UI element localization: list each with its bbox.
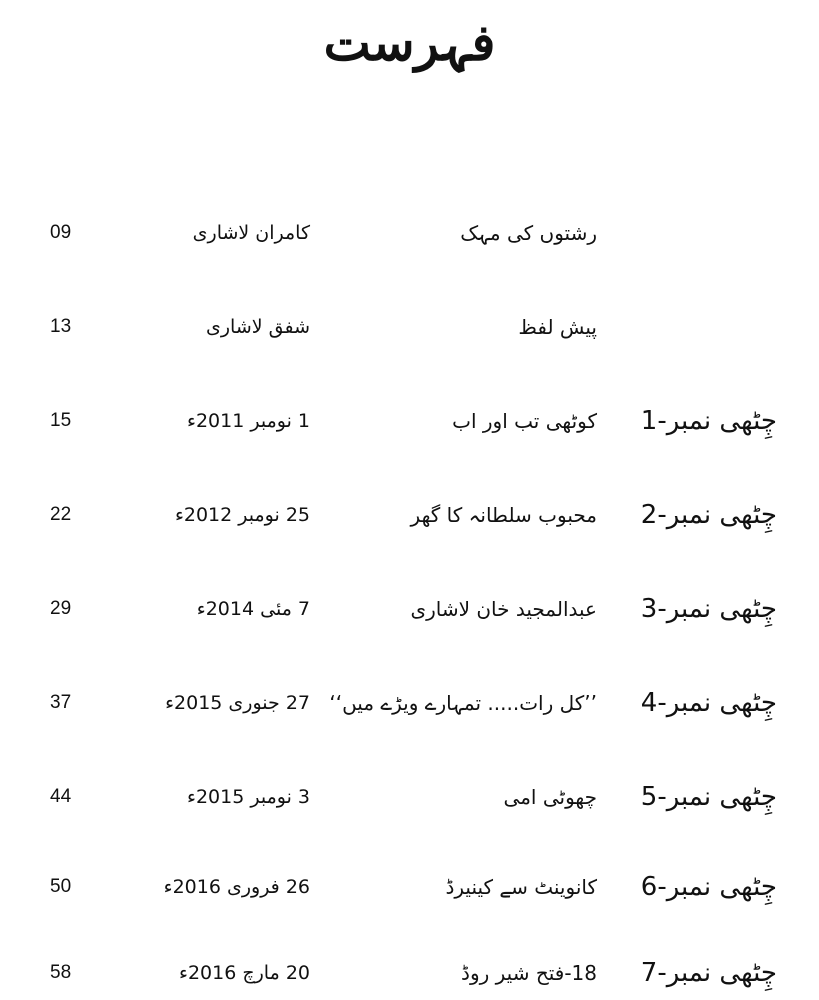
page-number: 09 [50,222,72,243]
letter-number: چِٹھی نمبر-2 [640,500,777,530]
letter-date: 1 نومبر 2011ء [187,410,310,432]
chapter-author: شفق لاشاری [205,316,310,338]
letter-date: 3 نومبر 2015ء [187,786,310,808]
chapter-title: ’’کل رات..... تمہارے ویڑے میں‘‘ [329,691,597,715]
toc-row [0,302,819,352]
toc-row [0,948,819,998]
chapter-author: کامران لاشاری [192,222,310,244]
chapter-title: 18-فتح شیر روڈ [461,961,597,985]
letter-number: چِٹھی نمبر-5 [640,782,777,812]
page-number: 15 [50,410,72,431]
letter-number [637,302,777,352]
page-number: 44 [50,786,72,807]
letter-date: 7 مئی 2014ء [196,598,310,620]
chapter-title: پیش لفظ [518,315,597,339]
letter-number: چِٹھی نمبر-3 [640,594,777,624]
page-number: 50 [50,876,72,897]
letter-number: چِٹھی نمبر-4 [640,688,777,718]
toc-row [0,862,819,912]
toc-row [0,490,819,540]
letter-number [637,208,777,258]
page-number: 13 [50,316,72,337]
letter-date: 26 فروری 2016ء [163,876,310,898]
letter-date: 25 نومبر 2012ء [174,504,310,526]
chapter-title: محبوب سلطانہ کا گھر [410,503,597,527]
toc-row [0,396,819,446]
chapter-title: رشتوں کی مہک [460,221,597,245]
page-title: فہرست [323,13,496,72]
page-number: 22 [50,504,72,525]
page-number: 29 [50,598,72,619]
letter-date: 20 مارچ 2016ء [179,962,310,984]
letter-number: چِٹھی نمبر-1 [640,406,777,436]
letter-date: 27 جنوری 2015ء [165,692,310,714]
chapter-title: کوٹھی تب اور اب [452,409,597,433]
chapter-title: کانوینٹ سے کینیرڈ [445,875,597,899]
toc-row [0,678,819,728]
toc-row [0,208,819,258]
page-number: 58 [50,962,72,983]
chapter-title: عبدالمجید خان لاشاری [410,597,597,621]
toc-row [0,772,819,822]
page-number: 37 [50,692,72,713]
letter-number: چِٹھی نمبر-6 [640,872,777,902]
toc-row [0,584,819,634]
chapter-title: چھوٹی امی [503,785,597,809]
letter-number: چِٹھی نمبر-7 [640,958,777,988]
